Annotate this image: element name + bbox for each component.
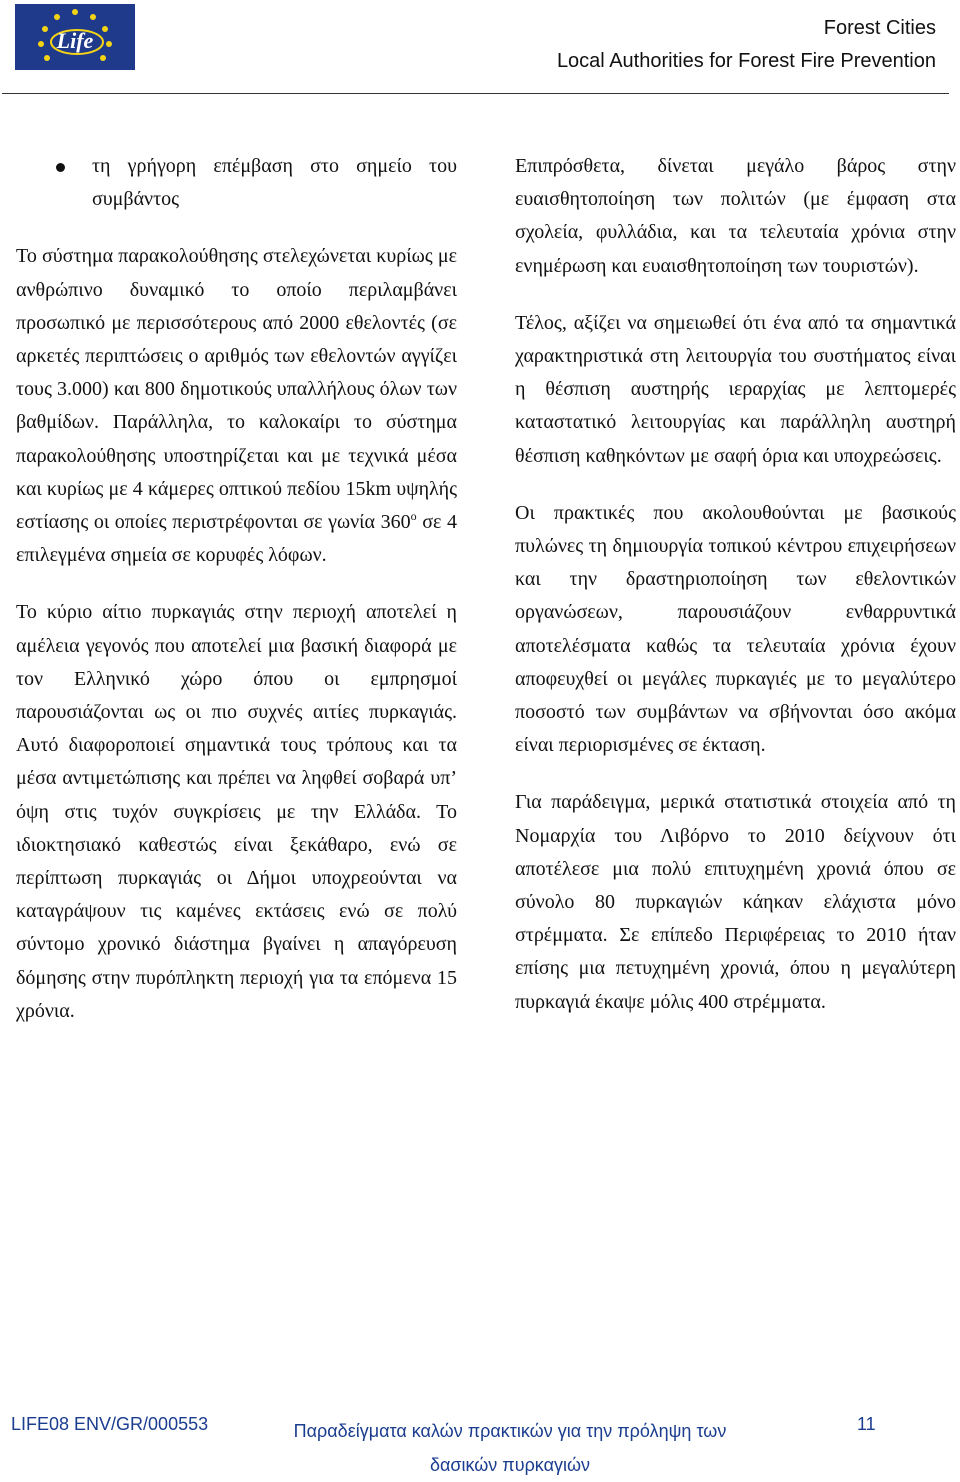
- right-column: [515, 150, 956, 1043]
- bullet-item: [16, 150, 457, 216]
- bullet-text: τη γρήγορη επέμβαση στο σημείο του συμβάντος: [92, 155, 457, 211]
- paragraph-monitoring: [16, 240, 457, 572]
- logo-text: Life: [56, 28, 94, 53]
- page-number: 11: [857, 1414, 876, 1434]
- footer-project-code: LIFE08 ENV/GR/000553: [11, 1414, 209, 1434]
- header-subtitle: Local Authorities for Forest Fire Prevention: [556, 50, 936, 72]
- life-logo: [15, 4, 135, 70]
- paragraph-monitoring-text-a: Το σύστημα παρακολούθησης στελεχώνεται κυρίως με ανθρώπινο δυναμικό το οποίο περιλαμβάνει προσωπικό με περισσότερους από 2000 εθελοντές (σε αρκετές περιπτώσεις ο αριθμός των εθελοντών αγγίζει τους 3.000) και 800 δημοτικούς υπαλλήλους όλων των βαθμίδων. Παράλληλα, το καλοκαίρι το σύστημα παρακολούθησης υποστηρίζεται και με τεχνικά μέσα και κυρίως με 4 κάμερες οπτικού πεδίου 15km υψηλής εστίασης οι οποίες περιστρέφονται σε γωνία 360: [16, 245, 457, 534]
- running-header: [557, 12, 936, 78]
- footer-document-title: Παραδείγματα καλών πρακτικών για την πρόληψη των δασικών πυρκαγιών: [293, 1421, 727, 1475]
- header-title: Forest Cities: [823, 17, 936, 39]
- bullet-icon: [56, 163, 65, 172]
- paragraph-statistics: Για παράδειγμα, μερικά στατιστικά στοιχεία από τη Νομαρχία του Λιβόρνο το 2010 δείχνουν ότι αποτέλεσε μια πολύ επιτυχημένη χρονιά όπου σε σύνολο 80 πυρκαγιών κάηκαν ελάχιστα μόνο στρέμματα. Σε επίπεδο Περιφέρειας το 2010 ήταν επίσης μια πετυχημένη χρονιά, όπου η μεγαλύτερη πυρκαγιά έκαψε μόλις 400 στρέμματα.: [515, 791, 956, 1013]
- paragraph-fire-causes: Το κύριο αίτιο πυρκαγιάς στην περιοχή αποτελεί η αμέλεια γεγονός που αποτελεί μια βασική διαφορά με τον Ελληνικό χώρο όπου οι εμπρησμοί παρουσιάζονται ως οι πιο συχνές αιτίες πυρκαγιάς. Αυτό διαφοροποιεί σημαντικά τους τρόπους και τα μέσα αντιμετώπισης και πρέπει να ληφθεί σοβαρά υπ’ όψη στις τυχόν συγκρίσεις με την Ελλάδα. Το ιδιοκτησιακό καθεστώς είναι ξεκάθαρο, ενώ σε περίπτωση πυρκαγιάς οι Δήμοι υποχρεούνται να καταγράψουν τις καμένες εκτάσεις ενώ σε πολύ σύντομο χρονικό διάστημα βγαίνει η απαγόρευση δόμησης στην πυρόπληκτη περιοχή για τα επόμενα 15 χρόνια.: [16, 601, 457, 1022]
- degree-superscript: ο: [410, 509, 417, 524]
- paragraph-awareness: Επιπρόσθετα, δίνεται μεγάλο βάρος στην ευαισθητοποίηση των πολιτών (με έμφαση στα σχολεία, φυλλάδια, και τα τελευταία χρόνια στην ενημέρωση και ευαισθητοποίηση των τουριστών).: [515, 155, 956, 277]
- paragraph-practices: Οι πρακτικές που ακολουθούνται με βασικούς πυλώνες τη δημιουργία τοπικού κέντρου επιχειρήσεων και την δραστηριοποίηση των εθελοντικών οργανώσεων, παρουσιάζουν ενθαρρυντικά αποτελέσματα καθώς τα τελευταία χρόνια έχουν αποφευχθεί οι μεγάλες πυρκαγιές με το μεγαλύτερο ποσοστό των συμβάντων να σβήνονται όσο ακόμα είναι περιορισμένες σε έκταση.: [515, 501, 956, 757]
- header-divider: [2, 93, 949, 94]
- paragraph-monitoring-text-b: σε 4 επιλεγμένα σημεία σε κορυφές λόφων.: [16, 511, 457, 567]
- left-column: [16, 150, 457, 1052]
- eu-stars-icon: [15, 4, 135, 70]
- paragraph-hierarchy: Τέλος, αξίζει να σημειωθεί ότι ένα από τα σημαντικά χαρακτηριστικά στη λειτουργία του συστήματος είναι η θέσπιση αυστηρής ιεραρχίας με λεπτομερές καταστατικό λειτουργίας και παράλληλη αυστηρή θέσπιση καθηκόντων με σαφή όρια και υποχρεώσεις.: [515, 311, 956, 467]
